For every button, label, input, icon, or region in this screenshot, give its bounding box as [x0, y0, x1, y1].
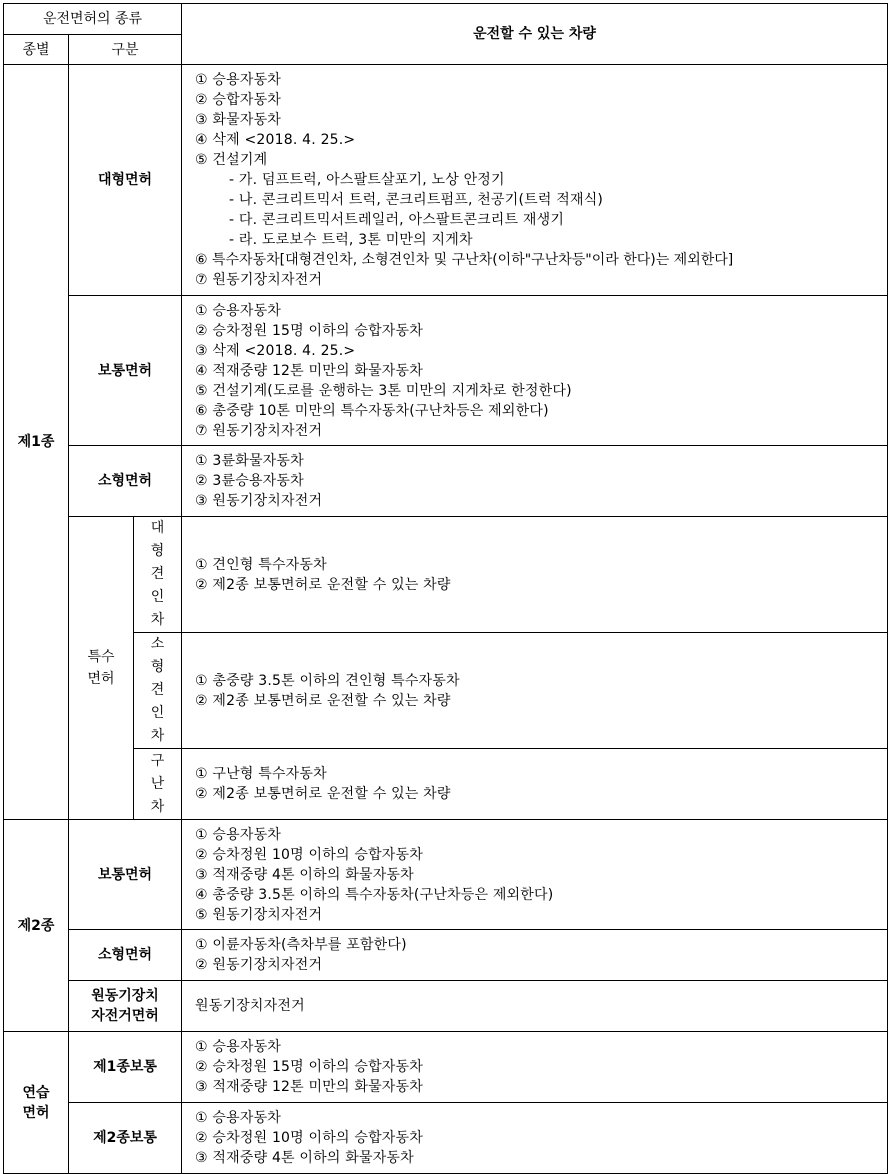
list-item: ② 승차정원 10명 이하의 승합자동차	[195, 1130, 423, 1146]
list-item: ② 승합자동차	[195, 92, 282, 108]
class2-moped-label	[69, 981, 182, 1032]
list-item: ③ 삭제 <2018. 4. 25.>	[195, 342, 356, 359]
special-small-tow-label	[134, 633, 182, 749]
list-item: ④ 적재중량 12톤 미만의 화물자동차	[195, 362, 423, 379]
learner-class1-label: 제1종보통	[69, 1032, 182, 1103]
list-item: 원동기장치자전거	[195, 998, 305, 1014]
list-item: ① 3륜화물자동차	[195, 453, 304, 469]
list-item: ② 승차정원 15명 이하의 승합자동차	[195, 322, 423, 339]
special-large-tow-label	[134, 517, 182, 633]
class2-small-label: 소형면허	[69, 930, 182, 981]
header-vehicles: 운전할 수 있는 차량	[182, 4, 888, 65]
list-item: ① 승용자동차	[195, 1110, 282, 1126]
list-item: ③ 적재중량 4톤 이하의 화물자동차	[195, 1150, 414, 1166]
learner-class1-items	[182, 1032, 888, 1103]
list-item: ① 구난형 특수자동차	[195, 766, 327, 782]
sub-list-item: - 다. 콘크리트믹서트레일러, 아스팔트콘크리트 재생기	[229, 212, 565, 228]
learner-class2-label: 제2종보통	[69, 1103, 182, 1174]
special-rescue-label	[134, 749, 182, 820]
sub-list-item: - 라. 도로보수 트럭, 3톤 미만의 지게차	[229, 232, 473, 248]
class2-moped-label-line1: 원동기장치	[91, 988, 159, 1004]
list-item: ① 총중량 3.5톤 이하의 견인형 특수자동차	[195, 672, 460, 689]
class1-large-items	[182, 65, 888, 296]
class2-label: 제2종	[4, 820, 69, 1032]
class1-small-label: 소형면허	[69, 446, 182, 517]
special-rescue-label-text: 구난차	[150, 752, 165, 815]
class2-moped-label-line2: 자전거면허	[91, 1008, 159, 1024]
list-item: ① 승용자동차	[195, 826, 282, 843]
class1-normal-label: 보통면허	[69, 296, 182, 446]
learner-label-line2: 면허	[22, 1104, 50, 1121]
list-item: ③ 적재중량 4톤 이하의 화물자동차	[195, 866, 414, 883]
class1-normal-items	[182, 296, 888, 446]
class2-normal-label: 보통면허	[69, 820, 182, 930]
learner-label-line1: 연습	[22, 1084, 50, 1101]
list-item: ② 승차정원 15명 이하의 승합자동차	[195, 1059, 423, 1075]
list-item: ② 제2종 보통면허로 운전할 수 있는 차량	[195, 692, 451, 709]
list-item: ⑤ 건설기계	[195, 152, 268, 168]
learner-label	[4, 1032, 69, 1174]
header-license-type: 운전면허의 종류	[4, 4, 182, 35]
list-item: ③ 원동기장치자전거	[195, 493, 323, 509]
list-item: ⑥ 총중량 10톤 미만의 특수자동차(구난차등은 제외한다)	[195, 402, 549, 419]
list-item: ⑤ 원동기장치자전거	[195, 906, 323, 923]
class1-special-label	[69, 517, 134, 820]
list-item: ⑤ 건설기계(도로를 운행하는 3톤 미만의 지게차로 한정한다)	[195, 382, 572, 399]
list-item: ② 제2종 보통면허로 운전할 수 있는 차량	[195, 576, 451, 593]
list-item: ③ 적재중량 12톤 미만의 화물자동차	[195, 1079, 423, 1095]
class1-large-label: 대형면허	[69, 65, 182, 296]
special-large-tow-label-text: 대형견인차	[150, 520, 165, 628]
sub-list-item: - 나. 콘크리트믹서 트럭, 콘크리트펌프, 천공기(트럭 적재식)	[229, 192, 604, 208]
list-item: ⑦ 원동기장치자전거	[195, 272, 323, 288]
class1-special-label-text: 특수면허	[87, 649, 115, 687]
list-item: ① 승용자동차	[195, 302, 282, 319]
list-item: ④ 총중량 3.5톤 이하의 특수자동차(구난차등은 제외한다)	[195, 886, 554, 903]
header-class: 종별	[4, 35, 69, 65]
class1-label: 제1종	[4, 65, 69, 820]
list-item: ① 견인형 특수자동차	[195, 556, 327, 573]
list-item: ① 이륜자동차(측차부를 포함한다)	[195, 937, 407, 953]
class2-small-items	[182, 930, 888, 981]
list-item: ① 승용자동차	[195, 72, 282, 88]
list-item: ⑦ 원동기장치자전거	[195, 422, 323, 439]
class2-moped-items	[182, 981, 888, 1032]
header-category: 구분	[69, 35, 182, 65]
learner-class2-items	[182, 1103, 888, 1174]
list-item: ② 3륜승용자동차	[195, 473, 304, 489]
list-item: ⑥ 특수자동차[대형견인차, 소형견인차 및 구난차(이하"구난차등"이라 한다)는 제외한다]	[195, 252, 734, 268]
special-large-tow-items	[182, 517, 888, 633]
list-item: ④ 삭제 <2018. 4. 25.>	[195, 132, 356, 148]
class2-normal-items	[182, 820, 888, 930]
sub-list-item: - 가. 덤프트럭, 아스팔트살포기, 노상 안정기	[229, 172, 505, 188]
special-small-tow-label-text: 소형견인차	[150, 636, 165, 744]
list-item: ① 승용자동차	[195, 1039, 282, 1055]
special-rescue-items	[182, 749, 888, 820]
class1-small-items	[182, 446, 888, 517]
list-item: ② 승차정원 10명 이하의 승합자동차	[195, 846, 423, 863]
list-item: ② 원동기장치자전거	[195, 957, 323, 973]
license-table	[3, 3, 888, 1174]
list-item: ② 제2종 보통면허로 운전할 수 있는 차량	[195, 786, 451, 802]
special-small-tow-items	[182, 633, 888, 749]
list-item: ③ 화물자동차	[195, 112, 282, 128]
